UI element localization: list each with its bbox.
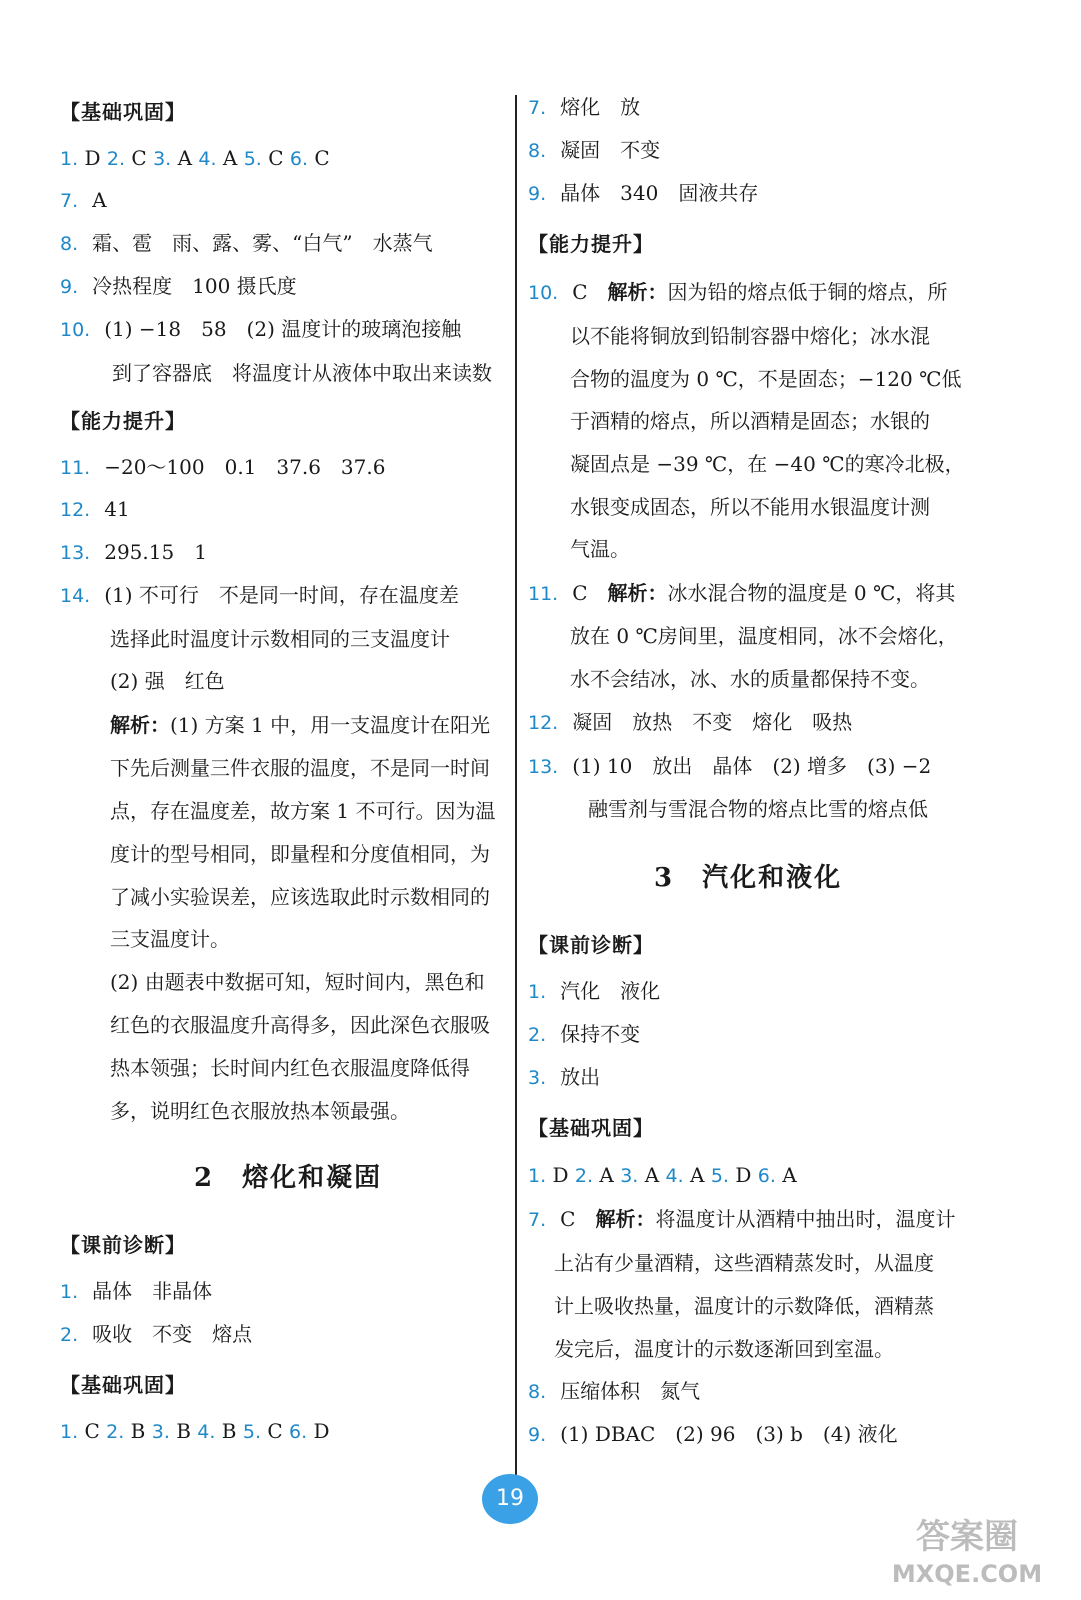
- answer-line-s1-6: [528, 1160, 797, 1191]
- answer: C: [268, 146, 290, 170]
- q-num: 7.: [528, 97, 547, 119]
- answer: A: [599, 1163, 621, 1187]
- q-num: 6.: [289, 1421, 308, 1443]
- answer-line-12: [60, 494, 130, 525]
- explanation-label: 解析：: [607, 581, 668, 605]
- q-num: 1.: [60, 1281, 79, 1303]
- q-num: 13.: [60, 542, 91, 564]
- q-num: 14.: [60, 585, 91, 607]
- answer: 晶体 非晶体: [92, 1279, 213, 1303]
- column-divider: [515, 95, 517, 1475]
- answer-line-p2: [60, 1319, 252, 1350]
- answer: C: [84, 1419, 107, 1443]
- explanation-line: 放在 0 ℃房间里，温度相同，冰不会熔化，: [570, 624, 958, 648]
- section-heading-basic: 【基础巩固】: [60, 100, 186, 124]
- explanation-label: 解析：: [595, 1207, 656, 1231]
- answer-line-r7: [528, 92, 640, 123]
- answer: 凝固 放热 不变 熔化 吸热: [572, 710, 853, 734]
- q-num: 1.: [60, 148, 79, 170]
- answer-line-14-part2: (2) 强 红色: [110, 669, 225, 693]
- q-num: 3.: [528, 1067, 547, 1089]
- answer: C: [267, 1419, 290, 1443]
- q-num: 3.: [620, 1165, 639, 1187]
- q-num: 9.: [528, 1424, 547, 1446]
- answer: −20～100 0.1 37.6 37.6: [104, 455, 386, 479]
- q-num: 5.: [710, 1165, 729, 1187]
- explanation-line: (2) 由题表中数据可知，短时间内，黑色和: [110, 970, 485, 994]
- explanation-line: 点，存在温度差，故方案 1 不可行。因为温: [110, 799, 496, 823]
- section-heading-basic-2: 【基础巩固】: [60, 1373, 186, 1397]
- explanation-label: 解析：: [607, 280, 668, 304]
- explanation-line: 水银变成固态，所以不能用水银温度计测: [570, 495, 930, 519]
- answer: A: [222, 146, 244, 170]
- answer-line-8: [60, 228, 433, 259]
- answer: (1) DBAC (2) 96 (3) b (4) 液化: [560, 1422, 898, 1446]
- q-num: 11.: [60, 457, 91, 479]
- q-num: 2.: [574, 1165, 594, 1187]
- explanation-line: 下先后测量三件衣服的温度，不是同一时间: [110, 756, 490, 780]
- answer: D: [735, 1163, 758, 1187]
- q-num: 1.: [528, 981, 547, 1003]
- answer-line-9: [60, 271, 297, 302]
- q-num: 8.: [528, 140, 547, 162]
- answer: C: [560, 1207, 596, 1231]
- answer: A: [690, 1163, 711, 1187]
- answer: D: [313, 1419, 330, 1443]
- q-num: 2.: [528, 1024, 547, 1046]
- explanation-line: 红色的衣服温度升高得多，因此深色衣服吸: [110, 1013, 490, 1037]
- q-num: 4.: [198, 148, 217, 170]
- q-num: 7.: [528, 1209, 547, 1231]
- answer-line-s7: [528, 1204, 955, 1235]
- answer: (1) −18 58 (2) 温度计的玻璃泡接触: [104, 317, 462, 341]
- explanation-line: 凝固点是 −39 ℃，在 −40 ℃的寒冷北极，: [570, 452, 965, 476]
- explanation-line: 热本领强；长时间内红色衣服温度降低得: [110, 1056, 470, 1080]
- answer: 压缩体积 氮气: [560, 1379, 701, 1403]
- q-num: 6.: [289, 148, 309, 170]
- answer-line-q2: [528, 1019, 640, 1050]
- answer-line-r10: [528, 277, 948, 308]
- answer: A: [782, 1163, 797, 1187]
- explanation-line: 了减小实验误差，应该选取此时示数相同的: [110, 885, 490, 909]
- answer-line-r12: [528, 707, 852, 738]
- chapter-title-3: 3 汽化和液化: [654, 863, 843, 893]
- answer-line-r8: [528, 135, 660, 166]
- answer: A: [644, 1163, 666, 1187]
- q-num: 8.: [60, 233, 79, 255]
- explanation-line: 气温。: [570, 537, 630, 561]
- explanation-line: 于酒精的熔点，所以酒精是固态；水银的: [570, 409, 930, 433]
- explanation-line: 三支温度计。: [110, 927, 230, 951]
- explanation-line: 上沾有少量酒精，这些酒精蒸发时，从温度: [554, 1251, 934, 1275]
- explanation-line: 水不会结冰，冰、水的质量都保持不变。: [570, 667, 930, 691]
- explanation-line: 合物的温度为 0 ℃，不是固态；−120 ℃低: [570, 367, 962, 391]
- explanation-line: [110, 710, 490, 740]
- answer: 熔化 放: [560, 95, 641, 119]
- watermark-text: 答案圈: [916, 1517, 1018, 1557]
- q-num: 4.: [197, 1421, 216, 1443]
- q-num: 9.: [528, 183, 547, 205]
- answer-line-10: [60, 314, 461, 345]
- answer: 冷热程度 100 摄氏度: [92, 274, 297, 298]
- q-num: 3.: [151, 1421, 170, 1443]
- section-heading-pre-2: 【课前诊断】: [528, 933, 654, 957]
- answer: (1) 10 放出 晶体 (2) 增多 (3) −2: [572, 754, 932, 778]
- answer: 295.15 1: [104, 540, 207, 564]
- watermark-logo: [867, 1508, 1067, 1592]
- explanation-line: 计上吸收热量，温度计的示数降低，酒精蒸: [554, 1294, 934, 1318]
- answer-line-s8: [528, 1376, 700, 1407]
- q-num: 9.: [60, 276, 79, 298]
- q-num: 10.: [528, 282, 559, 304]
- q-num: 12.: [60, 499, 91, 521]
- q-num: 2.: [106, 1421, 125, 1443]
- answer: (1) 不可行 不是同一时间，存在温度差: [104, 583, 459, 607]
- answer: 保持不变: [560, 1022, 641, 1046]
- q-num: 7.: [60, 190, 79, 212]
- q-num: 3.: [153, 148, 172, 170]
- explanation-text: 因为铅的熔点低于铜的熔点，所: [667, 280, 948, 304]
- page-number-badge: 19: [482, 1474, 538, 1524]
- answer: 汽化 液化: [560, 979, 661, 1003]
- q-num: 1.: [60, 1421, 79, 1443]
- answer-line-p1: [60, 1276, 212, 1307]
- answer-line-r11: [528, 578, 955, 609]
- answer: C: [131, 146, 154, 170]
- q-num: 12.: [528, 712, 559, 734]
- q-num: 13.: [528, 756, 559, 778]
- section-heading-ability-2: 【能力提升】: [528, 232, 654, 256]
- explanation-line: 度计的型号相同，即量程和分度值相同，为: [110, 842, 490, 866]
- answer: C: [572, 581, 608, 605]
- q-num: 6.: [757, 1165, 776, 1187]
- answer: 霜、雹 雨、露、雾、“白气” 水蒸气: [92, 231, 433, 255]
- answer: 放出: [560, 1065, 601, 1089]
- answer-line-r9: [528, 178, 758, 209]
- explanation-label: 解析：: [110, 713, 170, 737]
- section-heading-pre: 【课前诊断】: [60, 1233, 186, 1257]
- explanation-line: 发完后，温度计的示数逐渐回到室温。: [554, 1337, 894, 1361]
- answer-line-b1-6: [60, 1416, 330, 1447]
- answer: 凝固 不变: [560, 138, 661, 162]
- answer: C: [572, 280, 608, 304]
- q-num: 5.: [243, 148, 262, 170]
- answer: B: [176, 1419, 198, 1443]
- q-num: 4.: [665, 1165, 684, 1187]
- answer: A: [177, 146, 199, 170]
- section-heading-ability: 【能力提升】: [60, 409, 186, 433]
- chapter-title-2: 2 熔化和凝固: [194, 1163, 383, 1193]
- answer: D: [84, 146, 107, 170]
- answer: C: [314, 146, 330, 170]
- answer: 吸收 不变 熔点: [92, 1322, 253, 1346]
- answer: B: [130, 1419, 152, 1443]
- answer-line-s9: [528, 1419, 898, 1450]
- answer: 晶体 340 固液共存: [560, 181, 759, 205]
- answer-line-7: [60, 185, 107, 216]
- answer-line-1-6: [60, 143, 330, 174]
- explanation-text: (1) 方案 1 中，用一支温度计在阳光: [170, 713, 491, 737]
- explanation-text: 冰水混合物的温度是 0 ℃，将其: [667, 581, 956, 605]
- q-num: 10.: [60, 319, 91, 341]
- answer-line-10-cont: 到了容器底 将温度计从液体中取出来读数: [112, 361, 492, 385]
- answer-line-q3: [528, 1062, 600, 1093]
- answer-line-14: [60, 580, 459, 611]
- answer-line-14-cont: 选择此时温度计示数相同的三支温度计: [110, 627, 450, 651]
- q-num: 2.: [106, 148, 126, 170]
- explanation-text: 将温度计从酒精中抽出时，温度计: [655, 1207, 956, 1231]
- answer-line-11: [60, 452, 385, 483]
- answer: 41: [104, 497, 130, 521]
- watermark-url: MXQE.COM: [891, 1560, 1043, 1588]
- answer: B: [221, 1419, 243, 1443]
- answer: A: [92, 188, 107, 212]
- section-heading-basic-3: 【基础巩固】: [528, 1116, 654, 1140]
- q-num: 5.: [242, 1421, 261, 1443]
- answer: D: [552, 1163, 575, 1187]
- explanation-line: 多，说明红色衣服放热本领最强。: [110, 1099, 410, 1123]
- q-num: 1.: [528, 1165, 547, 1187]
- q-num: 8.: [528, 1381, 547, 1403]
- explanation-line: 以不能将铜放到铅制容器中熔化；冰水混: [570, 324, 930, 348]
- q-num: 11.: [528, 583, 559, 605]
- answer-line-13: [60, 537, 207, 568]
- answer-line-q1: [528, 976, 660, 1007]
- answer-line-r13-cont: 融雪剂与雪混合物的熔点比雪的熔点低: [588, 797, 928, 821]
- answer-line-r13: [528, 751, 931, 782]
- q-num: 2.: [60, 1324, 79, 1346]
